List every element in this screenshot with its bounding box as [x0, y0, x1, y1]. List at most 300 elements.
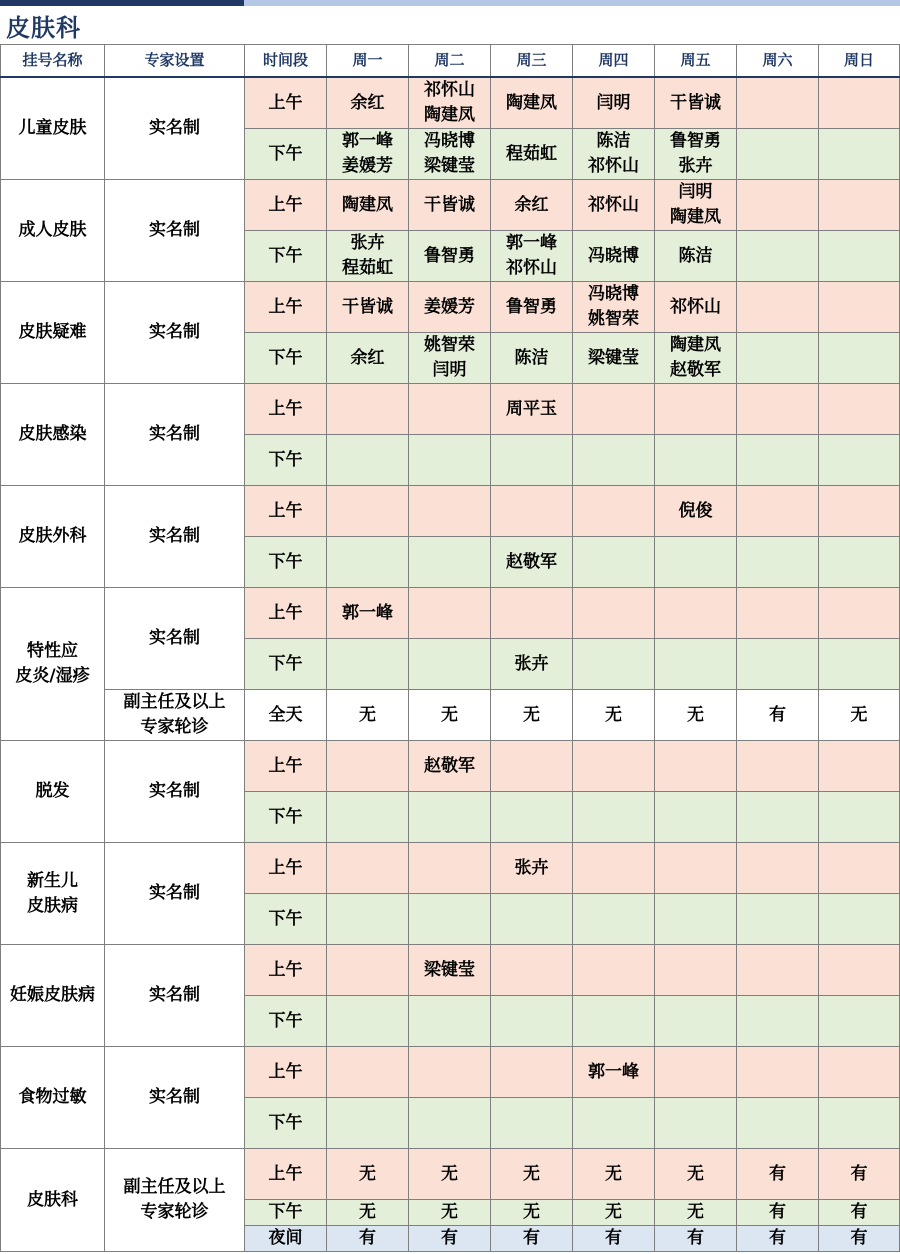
cell-text: 祁怀山 [506, 258, 557, 278]
cell-text: 郭一峰 [506, 233, 557, 253]
cell-text: 无 [359, 1163, 376, 1184]
schedule-cell [409, 282, 491, 333]
time-period: 下午 [245, 792, 327, 843]
schedule-cell [491, 1226, 573, 1252]
cell-text: 有 [769, 1202, 786, 1222]
schedule-cell [655, 945, 737, 996]
table-row [1, 180, 900, 231]
schedule-cell [573, 1098, 655, 1149]
time-period: 上午 [245, 384, 327, 435]
schedule-cell [573, 537, 655, 588]
cell-text: 陶建凤 [424, 105, 475, 125]
schedule-cell [737, 231, 819, 282]
schedule-cell [819, 282, 900, 333]
schedule-cell [819, 843, 900, 894]
schedule-cell [491, 1149, 573, 1200]
schedule-cell [491, 231, 573, 282]
schedule-cell [573, 1200, 655, 1226]
schedule-cell [491, 741, 573, 792]
cell-text: 皮炎/湿疹 [15, 666, 90, 686]
schedule-cell [737, 435, 819, 486]
schedule-cell [737, 996, 819, 1047]
cell-text: 鲁智勇 [670, 131, 721, 151]
cell-text: 姜媛芳 [424, 296, 475, 317]
schedule-cell [573, 996, 655, 1047]
schedule-cell [655, 1200, 737, 1226]
schedule-cell [409, 231, 491, 282]
cell-text: 赵敬军 [506, 551, 557, 572]
column-header: 周日 [819, 45, 900, 78]
schedule-cell [491, 996, 573, 1047]
expert-setting [105, 180, 245, 282]
cell-text: 余红 [350, 92, 385, 113]
schedule-cell [819, 639, 900, 690]
column-header: 周五 [655, 45, 737, 78]
schedule-cell [491, 945, 573, 996]
cell-text: 张卉 [350, 233, 385, 253]
schedule-cell [491, 894, 573, 945]
schedule-cell [655, 537, 737, 588]
schedule-cell [409, 1098, 491, 1149]
expert-setting [105, 588, 245, 690]
cell-text: 实名制 [149, 1087, 200, 1107]
table-header [1, 45, 900, 78]
schedule-cell [655, 129, 737, 180]
schedule-cell [327, 792, 409, 843]
expert-setting [105, 741, 245, 843]
schedule-cell [655, 741, 737, 792]
column-header: 专家设置 [105, 45, 245, 78]
schedule-cell [409, 639, 491, 690]
department-name [1, 486, 105, 588]
cell-text: 专家轮诊 [140, 717, 209, 737]
cell-text: 郭一峰 [588, 1061, 639, 1082]
expert-setting [105, 384, 245, 486]
schedule-cell [573, 945, 655, 996]
schedule-cell [819, 1200, 900, 1226]
table-row [1, 486, 900, 537]
time-period: 上午 [245, 741, 327, 792]
cell-text: 无 [687, 1163, 704, 1184]
schedule-cell [573, 741, 655, 792]
schedule-cell [327, 333, 409, 384]
accent-bar-light [244, 0, 900, 6]
schedule-cell [409, 792, 491, 843]
time-period: 下午 [245, 129, 327, 180]
schedule-cell [409, 129, 491, 180]
schedule-cell [491, 384, 573, 435]
schedule-cell [737, 537, 819, 588]
cell-text: 无 [441, 704, 458, 725]
schedule-cell [409, 1200, 491, 1226]
schedule-cell [409, 333, 491, 384]
cell-text: 皮肤疑难 [18, 322, 87, 342]
schedule-cell [327, 843, 409, 894]
schedule-cell [491, 1047, 573, 1098]
schedule-cell [655, 792, 737, 843]
schedule-cell [819, 486, 900, 537]
schedule-cell [409, 588, 491, 639]
schedule-cell [737, 792, 819, 843]
schedule-cell [655, 639, 737, 690]
cell-text: 张卉 [514, 653, 549, 674]
cell-text: 皮肤感染 [18, 424, 87, 444]
schedule-cell [655, 1047, 737, 1098]
schedule-cell [573, 1226, 655, 1252]
department-name [1, 588, 105, 741]
department-name [1, 180, 105, 282]
cell-text: 程茹虹 [506, 143, 557, 164]
cell-text: 陶建凤 [506, 92, 557, 113]
schedule-cell [655, 180, 737, 231]
cell-text: 实名制 [149, 781, 200, 801]
cell-text: 郭一峰 [342, 602, 393, 623]
top-accent-bar [0, 0, 900, 6]
schedule-cell [491, 282, 573, 333]
schedule-cell [655, 77, 737, 129]
cell-text: 无 [687, 704, 704, 725]
cell-text: 有 [687, 1228, 704, 1248]
cell-text: 姚智荣 [588, 309, 639, 329]
cell-text: 无 [441, 1163, 458, 1184]
cell-text: 有 [850, 1228, 868, 1248]
schedule-cell [655, 588, 737, 639]
table-row [1, 945, 900, 996]
cell-text: 陶建凤 [342, 194, 393, 215]
schedule-cell [491, 792, 573, 843]
cell-text: 新生儿 [27, 870, 78, 891]
schedule-cell [327, 77, 409, 129]
schedule-cell [327, 180, 409, 231]
schedule-cell [327, 741, 409, 792]
schedule-cell [655, 894, 737, 945]
cell-text: 有 [441, 1228, 458, 1248]
schedule-cell [819, 129, 900, 180]
time-period: 上午 [245, 282, 327, 333]
cell-text: 干皆诚 [424, 194, 475, 215]
cell-text: 有 [359, 1228, 376, 1248]
cell-text: 冯晓博 [588, 245, 639, 266]
schedule-cell [491, 435, 573, 486]
cell-text: 无 [523, 1163, 540, 1184]
schedule-cell [737, 1149, 819, 1200]
schedule-cell [819, 1149, 900, 1200]
cell-text: 鲁智勇 [424, 245, 475, 266]
cell-text: 陈洁 [678, 245, 713, 266]
schedule-cell [819, 894, 900, 945]
table-row [1, 1149, 900, 1200]
schedule-cell [655, 282, 737, 333]
cell-text: 陈洁 [514, 347, 549, 368]
cell-text: 梁键莹 [424, 156, 475, 176]
cell-text: 余红 [350, 347, 385, 368]
schedule-cell [573, 231, 655, 282]
schedule-cell [327, 996, 409, 1047]
cell-text: 无 [605, 704, 622, 725]
cell-text: 无 [441, 1202, 458, 1222]
schedule-cell [819, 1226, 900, 1252]
schedule-cell [491, 537, 573, 588]
table-row [1, 741, 900, 792]
expert-setting [105, 843, 245, 945]
schedule-cell [409, 741, 491, 792]
time-period: 上午 [245, 1149, 327, 1200]
schedule-cell [819, 1098, 900, 1149]
table-row [1, 282, 900, 333]
schedule-cell [573, 333, 655, 384]
column-header: 时间段 [245, 45, 327, 78]
cell-text: 梁键莹 [424, 959, 475, 980]
schedule-cell [409, 435, 491, 486]
schedule-cell [409, 996, 491, 1047]
department-name [1, 1149, 105, 1252]
cell-text: 冯晓博 [588, 284, 639, 304]
schedule-cell [655, 843, 737, 894]
schedule-cell [573, 384, 655, 435]
schedule-cell [655, 996, 737, 1047]
schedule-cell [327, 1047, 409, 1098]
cell-text: 有 [850, 1202, 868, 1222]
cell-text: 祁怀山 [588, 194, 639, 215]
time-period: 上午 [245, 180, 327, 231]
time-period: 下午 [245, 996, 327, 1047]
schedule-cell [737, 588, 819, 639]
header-row [1, 45, 900, 78]
schedule-cell [737, 486, 819, 537]
schedule-cell [327, 537, 409, 588]
schedule-cell [409, 843, 491, 894]
schedule-cell [573, 486, 655, 537]
cell-text: 无 [605, 1202, 622, 1222]
schedule-cell [737, 1200, 819, 1226]
cell-text: 皮肤科 [27, 1189, 78, 1210]
schedule-cell [491, 486, 573, 537]
column-header: 周四 [573, 45, 655, 78]
schedule-cell [491, 77, 573, 129]
cell-text: 儿童皮肤 [18, 118, 87, 138]
schedule-cell [327, 1200, 409, 1226]
department-name [1, 1047, 105, 1149]
time-period: 下午 [245, 435, 327, 486]
cell-text: 无 [359, 1202, 376, 1222]
time-period: 上午 [245, 77, 327, 129]
schedule-cell [409, 77, 491, 129]
expert-setting [105, 945, 245, 1047]
schedule-cell [491, 129, 573, 180]
cell-text: 脱发 [35, 781, 70, 801]
schedule-table [0, 44, 900, 1252]
expert-setting [105, 282, 245, 384]
schedule-cell [655, 384, 737, 435]
table-row [1, 843, 900, 894]
schedule-cell [573, 639, 655, 690]
cell-text: 张卉 [514, 857, 549, 878]
schedule-cell [409, 1149, 491, 1200]
schedule-cell [327, 639, 409, 690]
cell-text: 皮肤病 [27, 895, 78, 916]
schedule-cell [655, 231, 737, 282]
cell-text: 实名制 [149, 424, 200, 444]
cell-text: 倪俊 [678, 500, 713, 521]
cell-text: 赵敬军 [670, 360, 721, 380]
cell-text: 祁怀山 [670, 296, 721, 317]
cell-text: 实名制 [149, 118, 200, 138]
cell-text: 无 [523, 704, 540, 725]
schedule-cell [327, 588, 409, 639]
expert-setting [105, 1047, 245, 1149]
table-row [1, 384, 900, 435]
schedule-cell [573, 282, 655, 333]
schedule-cell [819, 435, 900, 486]
cell-text: 陈洁 [596, 131, 631, 151]
cell-text: 程茹虹 [342, 258, 393, 278]
schedule-cell [655, 435, 737, 486]
cell-text: 特性应 [27, 641, 78, 661]
schedule-cell [409, 384, 491, 435]
table-row [1, 690, 900, 741]
cell-text: 有 [769, 1228, 786, 1248]
cell-text: 闫明 [596, 92, 631, 113]
schedule-cell [737, 180, 819, 231]
schedule-cell [573, 180, 655, 231]
schedule-cell [819, 690, 900, 741]
cell-text: 姜媛芳 [342, 156, 393, 176]
cell-text: 无 [359, 704, 376, 725]
schedule-cell [327, 945, 409, 996]
schedule-cell [737, 282, 819, 333]
schedule-cell [573, 77, 655, 129]
schedule-cell [655, 1226, 737, 1252]
schedule-cell [409, 486, 491, 537]
schedule-cell [491, 843, 573, 894]
cell-text: 有 [605, 1228, 622, 1248]
table-body [1, 77, 900, 1252]
schedule-cell [573, 435, 655, 486]
schedule-cell [819, 945, 900, 996]
cell-text: 闫明 [432, 360, 467, 380]
schedule-cell [819, 588, 900, 639]
cell-text: 妊娠皮肤病 [10, 985, 95, 1005]
schedule-cell [737, 690, 819, 741]
cell-text: 鲁智勇 [506, 296, 557, 317]
cell-text: 祁怀山 [424, 80, 475, 100]
schedule-cell [655, 690, 737, 741]
time-period: 全天 [245, 690, 327, 741]
cell-text: 实名制 [149, 883, 200, 903]
schedule-cell [737, 639, 819, 690]
schedule-cell [491, 690, 573, 741]
schedule-cell [819, 231, 900, 282]
schedule-cell [573, 1047, 655, 1098]
time-period: 下午 [245, 1098, 327, 1149]
schedule-cell [409, 945, 491, 996]
column-header: 周六 [737, 45, 819, 78]
cell-text: 皮肤外科 [18, 526, 87, 546]
cell-text: 陶建凤 [670, 207, 721, 227]
schedule-cell [409, 690, 491, 741]
expert-setting [105, 1149, 245, 1252]
schedule-cell [737, 1047, 819, 1098]
time-period: 下午 [245, 537, 327, 588]
schedule-cell [819, 384, 900, 435]
cell-text: 成人皮肤 [18, 220, 87, 240]
cell-text: 祁怀山 [588, 156, 639, 176]
department-name [1, 741, 105, 843]
schedule-cell [737, 384, 819, 435]
cell-text: 无 [523, 1202, 540, 1222]
cell-text: 冯晓博 [424, 131, 475, 151]
schedule-cell [573, 1149, 655, 1200]
schedule-cell [737, 333, 819, 384]
department-name [1, 945, 105, 1047]
schedule-cell [655, 1149, 737, 1200]
schedule-cell [327, 384, 409, 435]
cell-text: 闫明 [678, 182, 713, 202]
schedule-cell [491, 1200, 573, 1226]
cell-text: 无 [850, 704, 868, 725]
schedule-cell [737, 77, 819, 129]
schedule-cell [573, 792, 655, 843]
cell-text: 张卉 [678, 156, 713, 176]
schedule-cell [327, 129, 409, 180]
cell-text: 实名制 [149, 526, 200, 546]
cell-text: 无 [687, 1202, 704, 1222]
schedule-cell [409, 1047, 491, 1098]
schedule-cell [491, 1098, 573, 1149]
cell-text: 有 [850, 1163, 868, 1184]
cell-text: 干皆诚 [670, 92, 721, 113]
schedule-cell [655, 333, 737, 384]
schedule-cell [737, 945, 819, 996]
table-row [1, 588, 900, 639]
column-header: 挂号名称 [1, 45, 105, 78]
table-row [1, 1047, 900, 1098]
schedule-cell [491, 588, 573, 639]
cell-text: 实名制 [149, 220, 200, 240]
schedule-cell [819, 77, 900, 129]
schedule-cell [327, 435, 409, 486]
schedule-cell [573, 894, 655, 945]
page-title: 皮肤科 [6, 14, 81, 42]
time-period: 下午 [245, 1200, 327, 1226]
schedule-cell [573, 129, 655, 180]
schedule-cell [409, 1226, 491, 1252]
schedule-cell [327, 486, 409, 537]
schedule-cell [491, 639, 573, 690]
schedule-cell [491, 333, 573, 384]
cell-text: 梁键莹 [588, 347, 639, 368]
schedule-cell [409, 537, 491, 588]
cell-text: 实名制 [149, 985, 200, 1005]
time-period: 上午 [245, 843, 327, 894]
schedule-cell [737, 894, 819, 945]
schedule-cell [819, 792, 900, 843]
schedule-cell [327, 1098, 409, 1149]
schedule-cell [327, 1226, 409, 1252]
time-period: 下午 [245, 231, 327, 282]
department-name [1, 77, 105, 180]
schedule-cell [327, 1149, 409, 1200]
schedule-cell [327, 282, 409, 333]
department-name [1, 282, 105, 384]
time-period: 下午 [245, 639, 327, 690]
table-row [1, 77, 900, 129]
cell-text: 无 [605, 1163, 622, 1184]
time-period: 上午 [245, 1047, 327, 1098]
cell-text: 有 [523, 1228, 540, 1248]
schedule-cell [327, 690, 409, 741]
department-name [1, 384, 105, 486]
